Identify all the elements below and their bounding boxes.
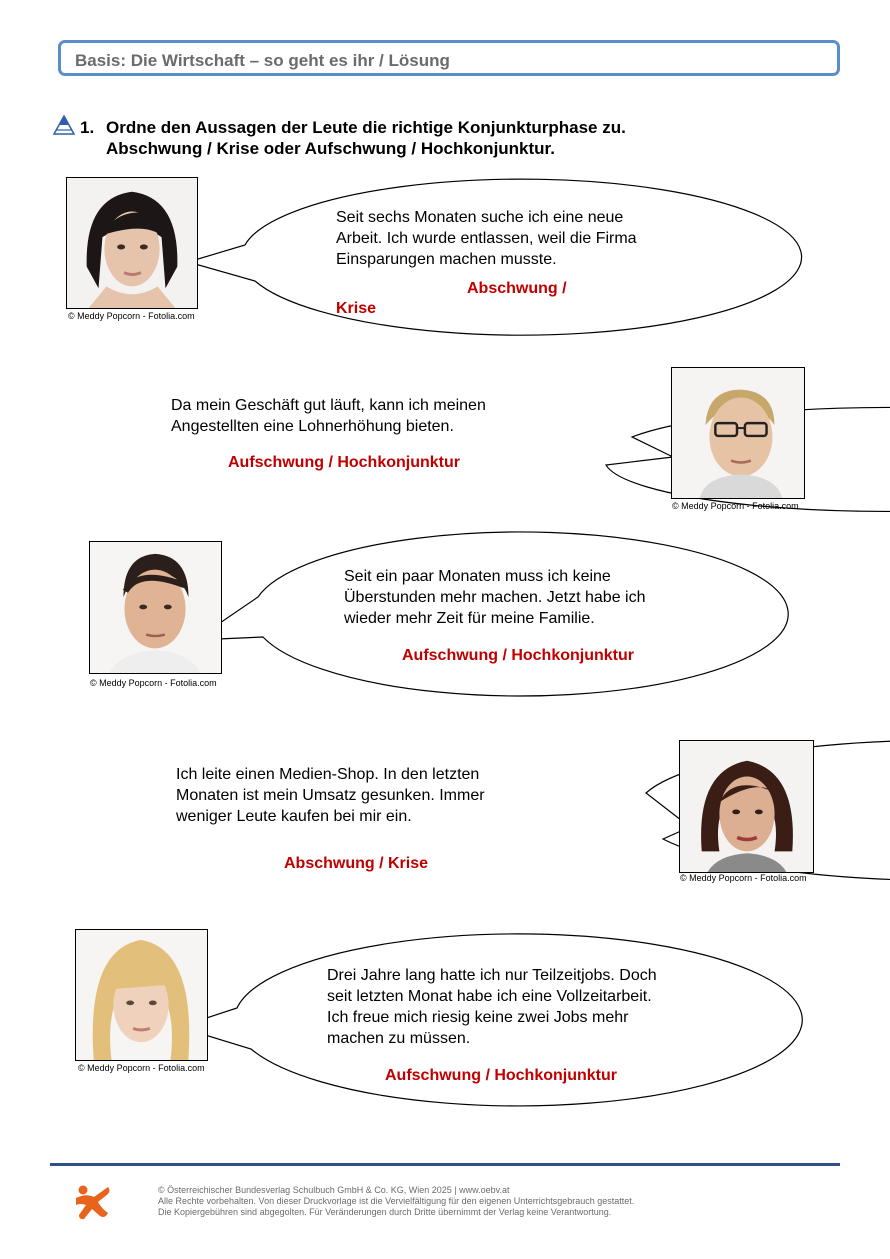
statement-4-text <box>176 764 485 827</box>
photo-credit-4: © Meddy Popcorn - Fotolia.com <box>680 873 807 883</box>
statement-line: weniger Leute kaufen bei mir ein. <box>176 808 412 825</box>
statement-line: Ich freue mich riesig keine zwei Jobs mehr <box>327 1009 629 1026</box>
person-photo-5 <box>75 929 208 1061</box>
statement-line: seit letzten Monat habe ich eine Vollzeitarbeit. <box>327 988 652 1005</box>
statement-line: Angestellten eine Lohnerhöhung bieten. <box>171 418 454 435</box>
photo-credit-2: © Meddy Popcorn - Fotolia.com <box>672 501 799 511</box>
statement-line: Arbeit. Ich wurde entlassen, weil die Firma <box>336 230 637 247</box>
footer-copyright: © Österreichischer Bundesverlag Schulbuch GmbH & Co. KG, Wien 2025 | www.oebv.at <box>158 1185 510 1195</box>
statement-line: wieder mehr Zeit für meine Familie. <box>344 610 595 627</box>
statement-3-text <box>344 566 646 629</box>
photo-credit-5: © Meddy Popcorn - Fotolia.com <box>78 1063 205 1073</box>
woman-brown-hair-portrait <box>680 741 813 872</box>
statement-1-text <box>336 207 637 270</box>
statement-line: Da mein Geschäft gut läuft, kann ich meinen <box>171 397 486 414</box>
statement-line: Einsparungen machen musste. <box>336 251 557 268</box>
footer-disclaimer: Die Kopiergebühren sind abgegolten. Für Veränderungen durch Dritte übernimmt der Verlag keine Verantwortung. <box>158 1207 612 1217</box>
task-instruction-options: Abschwung / Krise oder Aufschwung / Hochkonjunktur. <box>106 139 555 158</box>
statement-5-answer: Aufschwung / Hochkonjunktur <box>385 1067 617 1084</box>
photo-credit-3: © Meddy Popcorn - Fotolia.com <box>90 678 217 688</box>
footer-rights: Alle Rechte vorbehalten. Von dieser Druckvorlage ist die Vervielfältigung für den eigenen Unterrichtsgebrauch gestattet. <box>158 1196 635 1206</box>
statement-line: machen zu müssen. <box>327 1030 471 1047</box>
statement-line: Seit ein paar Monaten muss ich keine <box>344 568 611 585</box>
oebv-logo-icon <box>72 1183 112 1223</box>
person-photo-4 <box>679 740 814 873</box>
statement-line: Seit sechs Monaten suche ich eine neue <box>336 209 624 226</box>
worksheet-title: Basis: Die Wirtschaft – so geht es ihr / Lösung <box>75 51 450 70</box>
statement-line: Überstunden mehr machen. Jetzt habe ich <box>344 589 646 606</box>
statement-line: Monaten ist mein Umsatz gesunken. Immer <box>176 787 485 804</box>
statement-5-text <box>327 965 657 1049</box>
man-glasses-portrait <box>672 368 804 498</box>
young-man-portrait <box>90 542 221 673</box>
footer-divider <box>50 1163 840 1166</box>
statement-line: Ich leite einen Medien-Shop. In den letzten <box>176 766 480 783</box>
person-photo-1 <box>66 177 198 309</box>
blonde-woman-portrait <box>76 930 207 1060</box>
statement-4-answer: Abschwung / Krise <box>284 855 429 872</box>
statement-1-answer-clipped: Krise <box>336 300 377 317</box>
person-photo-2 <box>671 367 805 499</box>
task-number: 1. <box>80 118 95 137</box>
task-instruction: Ordne den Aussagen der Leute die richtige Konjunkturphase zu. <box>106 118 626 137</box>
person-photo-3 <box>89 541 222 674</box>
statement-2-answer: Aufschwung / Hochkonjunktur <box>228 454 460 471</box>
woman-short-dark-hair-portrait <box>67 178 197 308</box>
statement-3-answer: Aufschwung / Hochkonjunktur <box>402 647 634 664</box>
photo-credit-1: © Meddy Popcorn - Fotolia.com <box>68 311 195 321</box>
statement-2-text <box>171 395 486 437</box>
statement-1-answer: Abschwung / <box>467 280 567 297</box>
statement-line: Drei Jahre lang hatte ich nur Teilzeitjobs. Doch <box>327 967 657 984</box>
